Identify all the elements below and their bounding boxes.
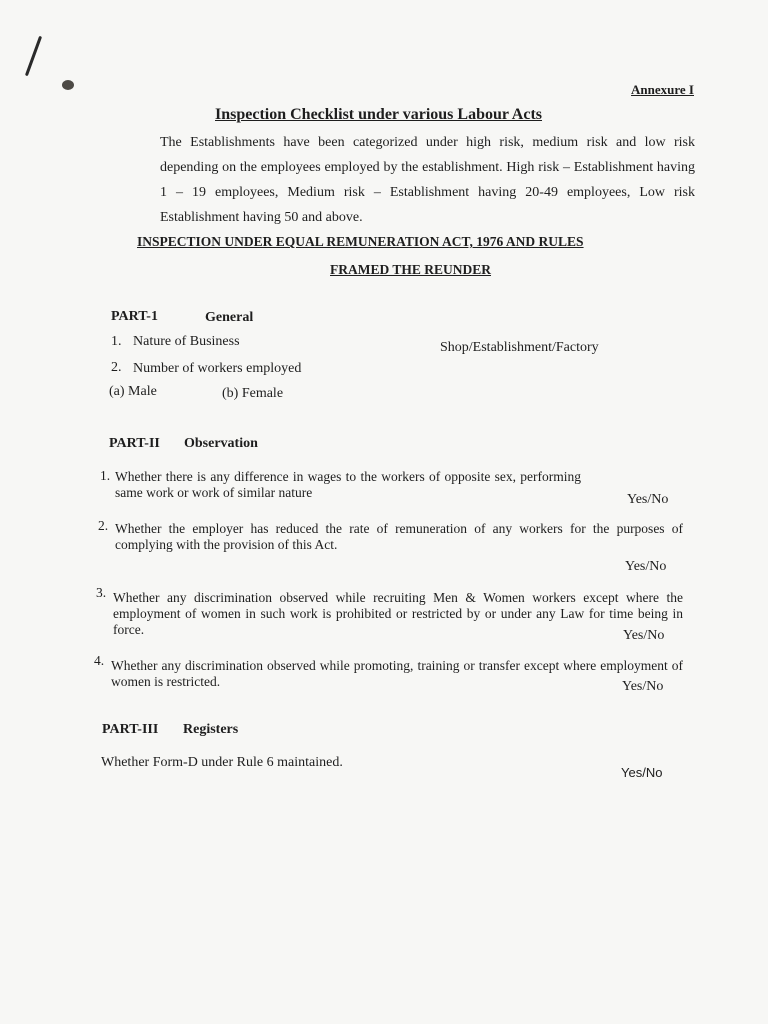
annexure-label: Annexure I <box>631 82 694 97</box>
part1-label: PART-1 <box>111 309 158 324</box>
part3-label: PART-III <box>102 722 159 737</box>
part1-item1-text: Nature of Business <box>133 334 240 349</box>
part1-title: General <box>205 310 254 325</box>
q3-answer: Yes/No <box>623 628 665 643</box>
q2-text: Whether the employer has reduced the rate of remuneration of any workers for the purposes of complying with the provision of this Act. <box>115 521 683 552</box>
q2-number: 2. <box>98 518 109 533</box>
q3-number: 3. <box>96 585 107 600</box>
part1-item2-text: Number of workers employed <box>133 361 302 376</box>
q4-answer: Yes/No <box>622 679 664 694</box>
q4-number: 4. <box>94 653 105 668</box>
q1-number: 1. <box>100 468 111 483</box>
part2-title: Observation <box>184 436 258 451</box>
q4-text: Whether any discrimination observed while promoting, training or transfer except where employment of women is restricted. <box>111 658 683 689</box>
page-title: Inspection Checklist under various Labour Acts <box>215 106 543 123</box>
part2-label: PART-II <box>109 436 160 451</box>
q2-answer: Yes/No <box>625 559 667 574</box>
part1-item2-number: 2. <box>111 360 122 375</box>
act-heading-line1: INSPECTION UNDER EQUAL REMUNERATION ACT, 1976 AND RULES <box>137 234 584 249</box>
part3-answer: Yes/No <box>621 765 663 780</box>
act-heading-line2: FRAMED THE REUNDER <box>330 262 492 277</box>
part3-question: Whether Form-D under Rule 6 maintained. <box>101 755 343 770</box>
part1-item1-number: 1. <box>111 334 122 349</box>
male-label: (a) Male <box>109 384 157 399</box>
q1-text: Whether there is any difference in wages to the workers of opposite sex, performing same work or work of similar nature <box>115 469 581 500</box>
q3-text: Whether any discrimination observed while recruiting Men & Women workers except where the employment of women in such work is prohibited or restricted by or under any Law for time being in force. <box>113 590 683 637</box>
intro-paragraph: The Establishments have been categorized under high risk, medium risk and low risk depending on the employees employed by the establishment. High risk – Establishment having 1 – 19 employees, Medium risk – Establishment having 20-49 employees, Low risk Establishment having 50 and above. <box>160 135 695 225</box>
female-label: (b) Female <box>222 386 284 401</box>
pen-mark <box>25 36 42 76</box>
part3-title: Registers <box>183 722 239 737</box>
part1-item1-value: Shop/Establishment/Factory <box>440 340 599 355</box>
q1-answer: Yes/No <box>627 492 669 507</box>
punch-hole <box>62 80 74 90</box>
